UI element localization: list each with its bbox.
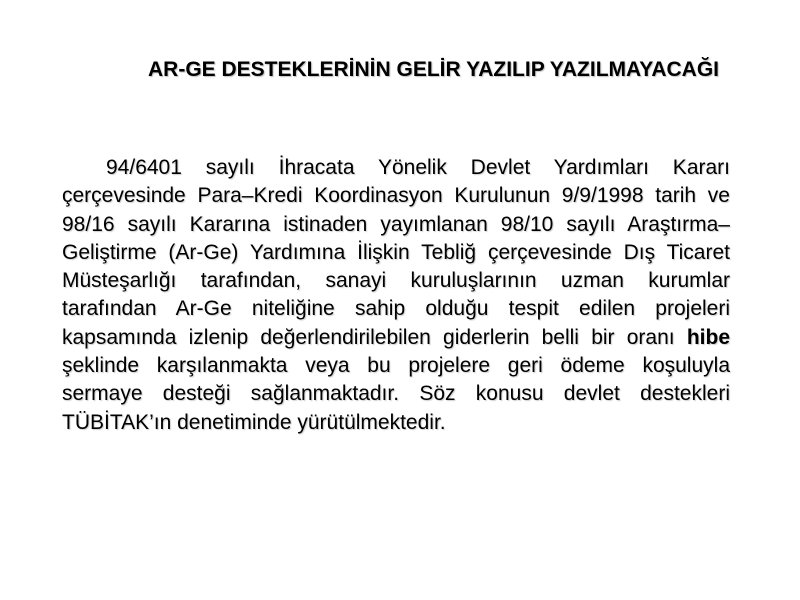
paragraph-text-end: şeklinde karşılanmakta veya bu projelere geri ödeme koşuluyla sermaye desteği sağlanmaktadır. Söz konusu devlet destekleri TÜBİTAK’ın denetiminde yürütülmektedir. xyxy=(62,354,730,434)
paragraph-text-start: 94/6401 sayılı İhracata Yönelik Devlet Yardımları Kararı çerçevesinde Para–Kredi Koordinasyon Kurulunun 9/9/1998 tarih ve 98/16 sayılı Kararına istinaden yayımlanan 98/10 sayılı Araştırma–Geliştirme (Ar-Ge) Yardımına İlişkin Tebliğ çerçevesinde Dış Ticaret Müsteşarlığı tarafından, sanayi kuruluşlarının uzman kurumlar tarafından Ar-Ge niteliğine sahip olduğu tespit edilen projeleri kapsamında izlenip değerlendirilebilen giderlerin belli bir oranı xyxy=(62,156,730,349)
bold-keyword: hibe xyxy=(686,325,730,349)
slide-heading: AR-GE DESTEKLERİNİN GELİR YAZILIP YAZILMAYACAĞI xyxy=(148,58,719,81)
body-paragraph xyxy=(62,154,730,437)
